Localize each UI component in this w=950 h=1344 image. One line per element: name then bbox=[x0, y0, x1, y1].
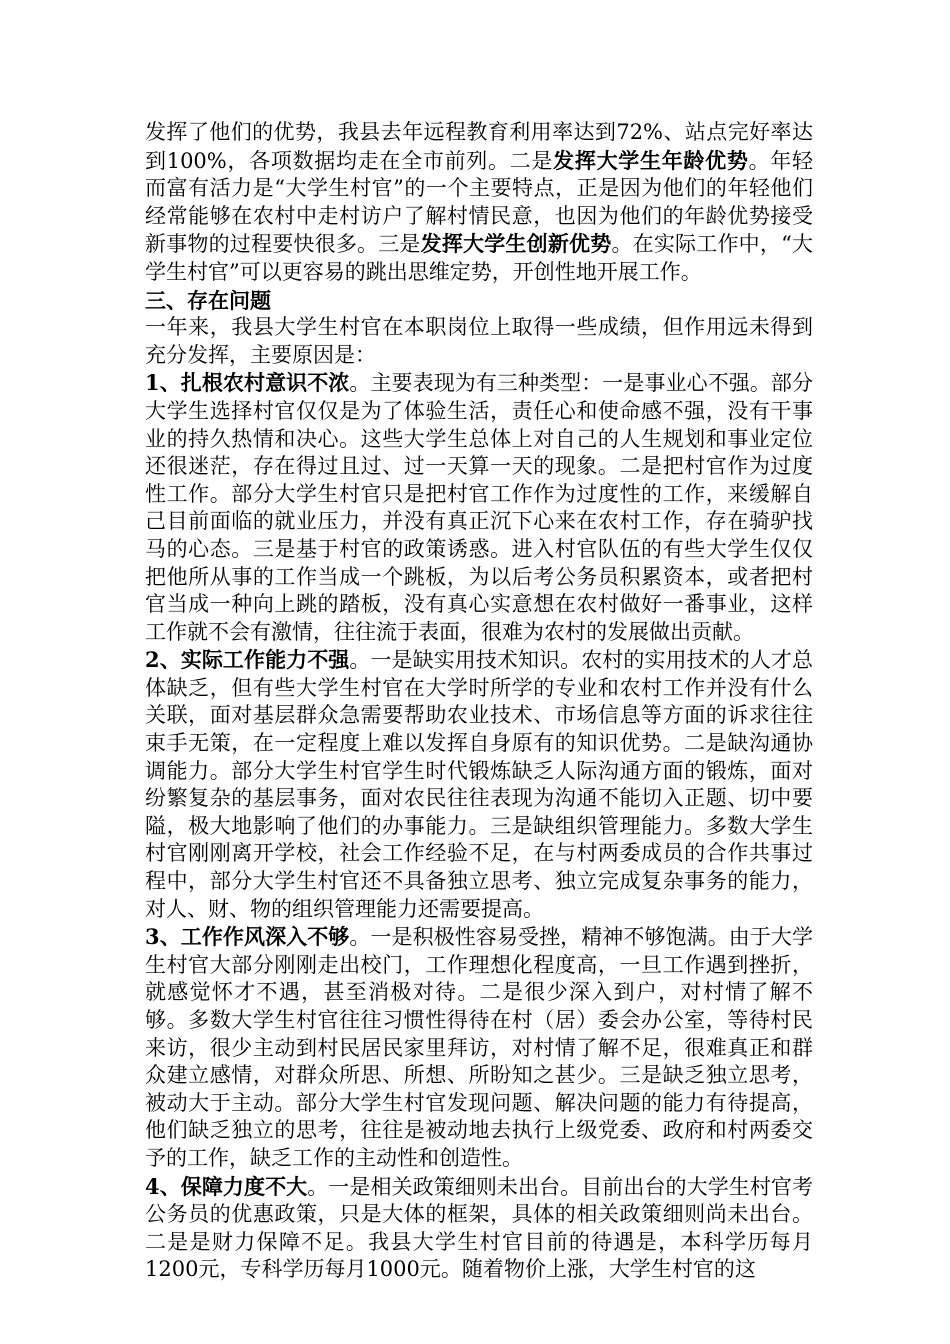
bold-phrase: 发挥大学生年龄优势 bbox=[553, 147, 749, 173]
text-run: 。一是缺实用技术知识。农村的实用技术的人才总体缺乏，但有些大学生村官在大学时所学的专业和农村工作并没有什么关联，面对基层群众急需要帮助农业技术、市场信息等方面的诉求往往束手无策，在一定程度上难以发挥自身原有的知识优势。二是缺沟通协调能力。部分大学生村官学生时代锻炼缺乏人际沟通方面的锻炼，面对纷繁复杂的基层事务，面对农民往往表现为沟通不能切入正题、切中要隘，极大地影响了他们的办事能力。三是缺组织管理能力。多数大学生村官刚刚离开学校，社会工作经验不足，在与村两委成员的合作共事过程中，部分大学生村官还不具备独立思考、独立完成复杂事务的能力，对人、财、物的组织管理能力还需要提高。 bbox=[145, 648, 813, 921]
text-run: 。一是相关政策细则未出台。目前出台的大学生村官考公务员的优惠政策，只是大体的框架，具体的相关政策细则尚未出台。二是是财力保障不足。我县大学生村官目前的待遇是，本科学历每月1200元，专科学历每月1000元。随着物价上涨，大学生村官的这 bbox=[145, 1174, 813, 1282]
subheading-problem-1: 1、扎根农村意识不浓 bbox=[145, 370, 350, 396]
section-heading: 三、存在问题 bbox=[145, 287, 271, 313]
paragraph-problem-2 bbox=[145, 646, 813, 923]
paragraph-problem-1 bbox=[145, 369, 813, 646]
text-run: 发挥了他们的优势，我县去年远程教育利用率达到72%、站点完好率达到100%，各项数据均走在全市前列。二是 bbox=[145, 120, 813, 173]
subheading-problem-2: 2、实际工作能力不强 bbox=[145, 647, 350, 673]
text-run: 一年来，我县大学生村官在本职岗位上取得一些成绩，但作用远未得到充分发挥，主要原因是： bbox=[145, 315, 813, 367]
subheading-problem-4: 4、保障力度不大 bbox=[145, 1173, 308, 1199]
text-run: 。在实际工作中，“大学生村官”可以更容易的跳出思维定势，开创性地开展工作。 bbox=[145, 232, 814, 284]
bold-phrase: 发挥大学生创新优势 bbox=[420, 231, 612, 257]
paragraph-problem-3 bbox=[145, 923, 813, 1172]
text-run: 。年轻而富有活力是“大学生村官”的一个主要特点，正是因为他们的年轻他们经常能够在农村中走村访户了解村情民意，也因为他们的年龄优势接受新事物的过程要快很多。三是 bbox=[145, 148, 814, 257]
text-run: 。主要表现为有三种类型：一是事业心不强。部分大学生选择村官仅仅是为了体验生活，责任心和使命感不强，没有干事业的持久热情和决心。这些大学生总体上对自己的人生规划和事业定位还很迷茫，存在得过且过、过一天算一天的现象。二是把村官作为过度性工作。部分大学生村官只是把村官工作作为过度性的工作，来缓解自己目前面临的就业压力，并没有真正沉下心来在农村工作，存在骑驴找马的心态。三是基于村官的政策诱惑。进入村官队伍的有些大学生仅仅把他所从事的工作当成一个跳板，为以后考公务员积累资本，或者把村官当成一种向上跳的踏板，没有真心实意想在农村做好一番事业，这样工作就不会有激情，往往流于表面，很难为农村的发展做出贡献。 bbox=[145, 371, 813, 644]
paragraph-intro bbox=[145, 314, 813, 369]
text-run: 。一是积极性容易受挫，精神不够饱满。由于大学生村官大部分刚刚走出校门，工作理想化程度高，一旦工作遇到挫折，就感觉怀才不遇，甚至消极对待。二是很少深入到户，对村情了解不够。多数大学生村官往往习惯性得待在村（居）委会办公室，等待村民来访，很少主动到村民居民家里拜访，对村情了解不足，很难真正和群众建立感情，对群众所思、所想、所盼知之甚少。三是缺乏独立思考，被动大于主动。部分大学生村官发现问题、解决问题的能力有待提高，他们缺乏独立的思考，往往是被动地去执行上级党委、政府和村两委交予的工作，缺乏工作的主动性和创造性。 bbox=[145, 925, 813, 1170]
paragraph-problem-4 bbox=[145, 1173, 813, 1284]
document-page bbox=[145, 119, 813, 1284]
paragraph-advantages bbox=[145, 119, 813, 287]
subheading-problem-3: 3、工作作风深入不够 bbox=[145, 924, 350, 950]
